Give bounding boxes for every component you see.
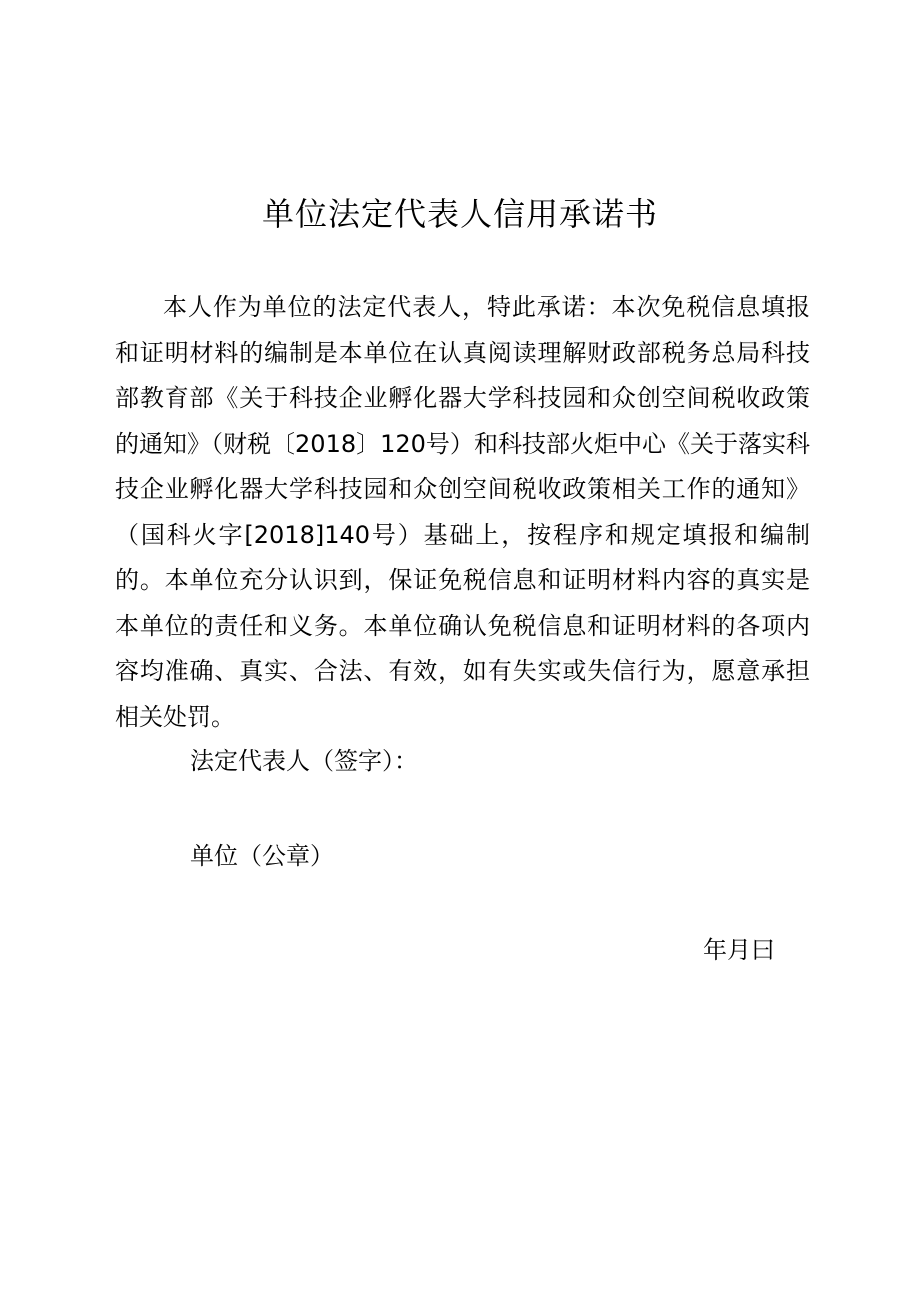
legal-representative-signature-label: 法定代表人（签字）： <box>190 747 418 775</box>
commitment-paragraph: 本人作为单位的法定代表人，特此承诺：本次免税信息填报和证明材料的编制是本单位在认真阅读理解财政部税务总局科技部教育部《关于科技企业孵化器大学科技园和众创空间税收政策的通知》（财税〔2018〕120号）和科技部火炬中心《关于落实科技企业孵化器大学科技园和众创空间税收政策相关工作的通知》（国科火字[2018]140号）基础上，按程序和规定填报和编制的。本单位充分认识到，保证免税信息和证明材料内容的真实是本单位的责任和义务。本单位确认免税信息和证明材料的各项内容均准确、真实、合法、有效，如有失实或失信行为，愿意承担相关处罚。 <box>115 293 810 731</box>
unit-seal-label: 单位（公章） <box>190 842 334 870</box>
document-title: 单位法定代表人信用承诺书 <box>261 195 658 233</box>
date-label: 年月曰 <box>703 936 775 964</box>
